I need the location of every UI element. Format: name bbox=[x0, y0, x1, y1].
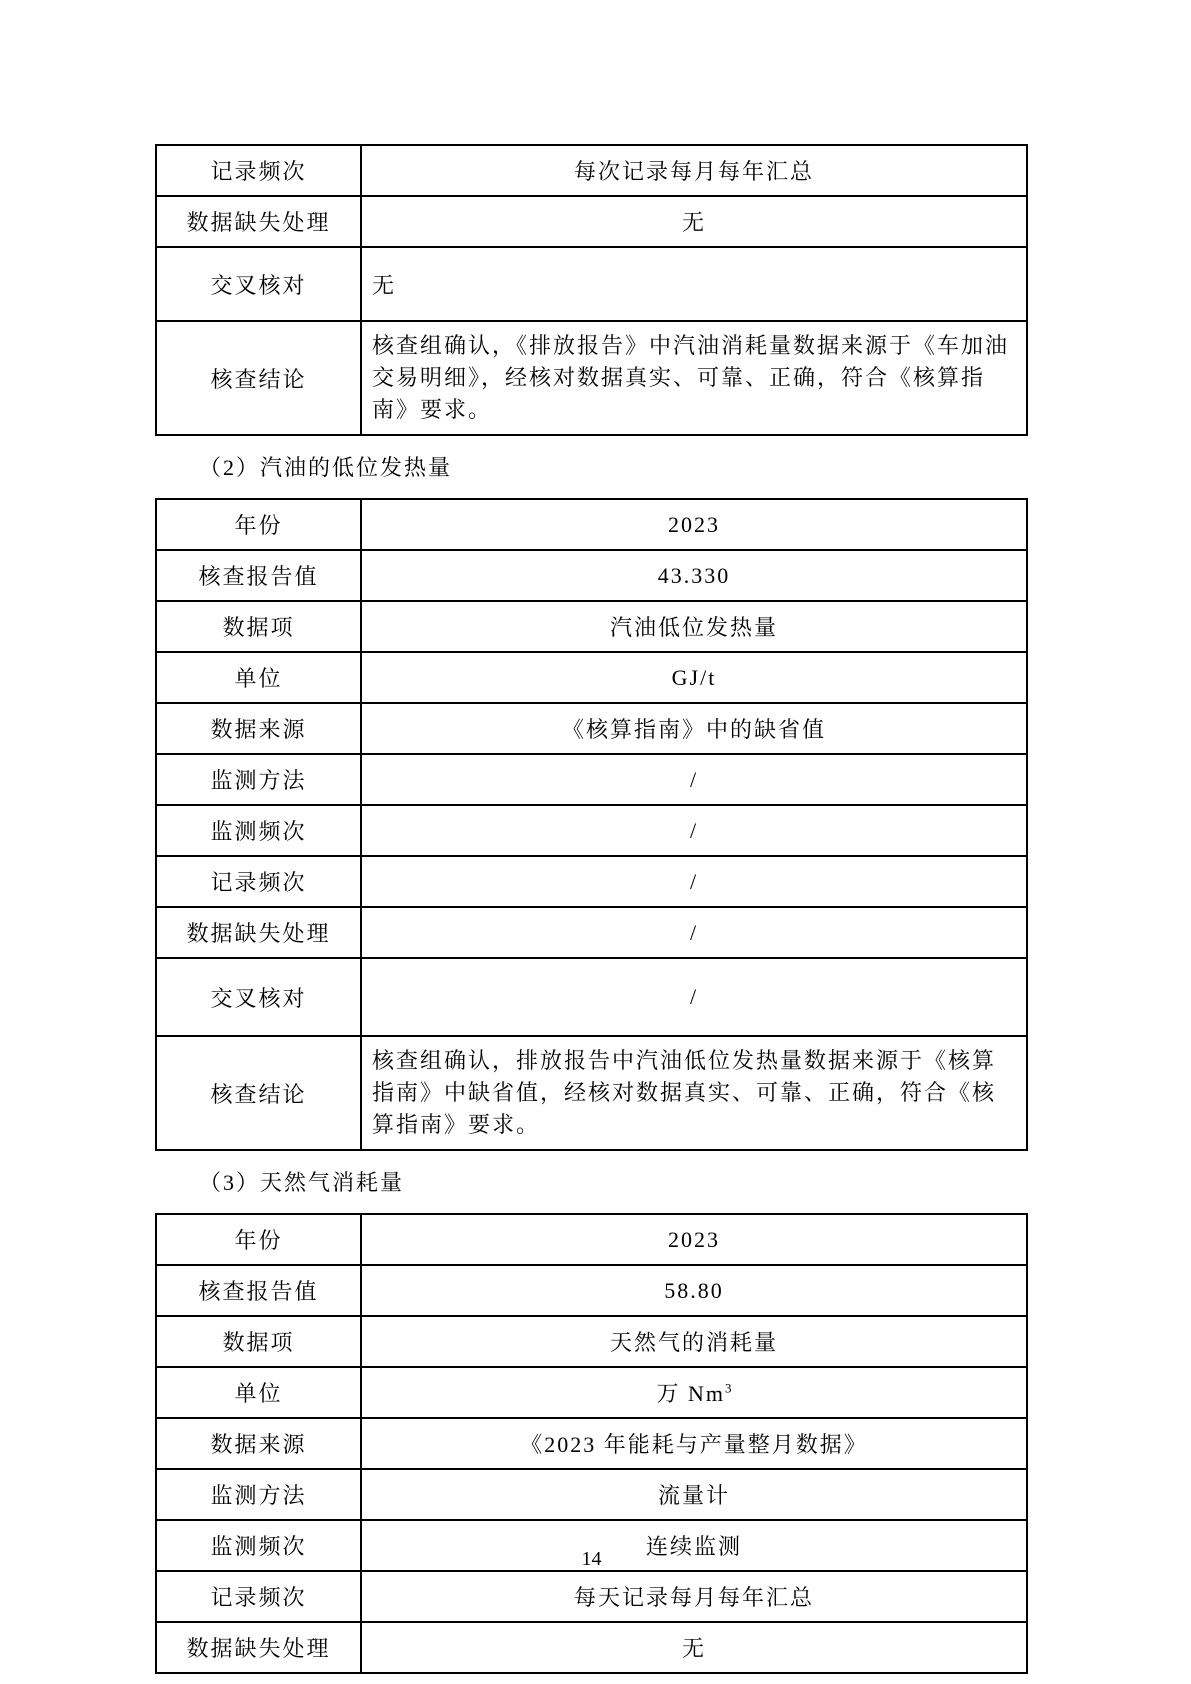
row-value-year: 2023 bbox=[361, 1214, 1027, 1265]
row-value-verified-value: 43.330 bbox=[361, 550, 1027, 601]
table-row bbox=[156, 1265, 1027, 1316]
row-label-unit: 单位 bbox=[156, 1367, 361, 1418]
section-heading-natural-gas: （3）天然气消耗量 bbox=[199, 1170, 405, 1195]
page-number: 14 bbox=[581, 1548, 602, 1570]
row-label-year: 年份 bbox=[156, 499, 361, 550]
natural-gas-consumption-table bbox=[155, 1213, 1028, 1674]
row-value-missing-data-handling: 无 bbox=[361, 1622, 1027, 1673]
page-content bbox=[155, 144, 1028, 1674]
row-label-unit: 单位 bbox=[156, 652, 361, 703]
row-value-monitoring-method: / bbox=[361, 754, 1027, 805]
row-value-data-source: 《2023 年能耗与产量整月数据》 bbox=[361, 1418, 1027, 1469]
row-value-missing-data-handling: / bbox=[361, 907, 1027, 958]
row-value-monitoring-method: 流量计 bbox=[361, 1469, 1027, 1520]
row-label-cross-check: 交叉核对 bbox=[156, 247, 361, 321]
table-row bbox=[156, 856, 1027, 907]
row-value-cross-check: 无 bbox=[361, 247, 1027, 321]
row-value-record-frequency: / bbox=[361, 856, 1027, 907]
row-label-missing-data-handling: 数据缺失处理 bbox=[156, 1622, 361, 1673]
row-label-data-item: 数据项 bbox=[156, 601, 361, 652]
row-value-unit: GJ/t bbox=[361, 652, 1027, 703]
unit-superscript: 3 bbox=[725, 1380, 732, 1396]
row-label-record-frequency: 记录频次 bbox=[156, 145, 361, 196]
row-label-record-frequency: 记录频次 bbox=[156, 856, 361, 907]
row-label-data-source: 数据来源 bbox=[156, 703, 361, 754]
row-label-missing-data-handling: 数据缺失处理 bbox=[156, 196, 361, 247]
table-row bbox=[156, 550, 1027, 601]
row-value-data-source: 《核算指南》中的缺省值 bbox=[361, 703, 1027, 754]
row-value-verification-conclusion: 核查组确认，排放报告中汽油低位发热量数据来源于《核算指南》中缺省值，经核对数据真实、可靠、正确，符合《核算指南》要求。 bbox=[361, 1036, 1027, 1150]
table-row bbox=[156, 805, 1027, 856]
row-label-monitoring-method: 监测方法 bbox=[156, 1469, 361, 1520]
table-row bbox=[156, 145, 1027, 196]
row-label-data-item: 数据项 bbox=[156, 1316, 361, 1367]
table-row bbox=[156, 1469, 1027, 1520]
row-label-data-source: 数据来源 bbox=[156, 1418, 361, 1469]
table-row bbox=[156, 703, 1027, 754]
gasoline-consumption-table bbox=[155, 144, 1028, 436]
row-value-data-item: 天然气的消耗量 bbox=[361, 1316, 1027, 1367]
row-label-monitoring-frequency: 监测频次 bbox=[156, 1520, 361, 1571]
row-value-monitoring-frequency: 连续监测 bbox=[361, 1520, 1027, 1571]
table-row bbox=[156, 196, 1027, 247]
table-row bbox=[156, 907, 1027, 958]
row-label-monitoring-method: 监测方法 bbox=[156, 754, 361, 805]
table-row bbox=[156, 1214, 1027, 1265]
row-value-unit bbox=[361, 1367, 1027, 1418]
table-row bbox=[156, 1571, 1027, 1622]
row-value-verified-value: 58.80 bbox=[361, 1265, 1027, 1316]
row-label-verification-conclusion: 核查结论 bbox=[156, 321, 361, 435]
gasoline-ncv-table bbox=[155, 498, 1028, 1151]
row-value-record-frequency: 每天记录每月每年汇总 bbox=[361, 1571, 1027, 1622]
section-heading-gasoline-ncv: （2）汽油的低位发热量 bbox=[199, 455, 453, 480]
row-label-verified-value: 核查报告值 bbox=[156, 1265, 361, 1316]
row-label-monitoring-frequency: 监测频次 bbox=[156, 805, 361, 856]
table-row bbox=[156, 1367, 1027, 1418]
row-value-data-item: 汽油低位发热量 bbox=[361, 601, 1027, 652]
table-row bbox=[156, 321, 1027, 435]
table-row bbox=[156, 601, 1027, 652]
table-row bbox=[156, 652, 1027, 703]
table-row bbox=[156, 1316, 1027, 1367]
row-label-cross-check: 交叉核对 bbox=[156, 958, 361, 1036]
row-label-record-frequency: 记录频次 bbox=[156, 1571, 361, 1622]
row-value-record-frequency: 每次记录每月每年汇总 bbox=[361, 145, 1027, 196]
table-row bbox=[156, 1622, 1027, 1673]
row-value-missing-data-handling: 无 bbox=[361, 196, 1027, 247]
row-value-year: 2023 bbox=[361, 499, 1027, 550]
table-row bbox=[156, 754, 1027, 805]
row-label-verified-value: 核查报告值 bbox=[156, 550, 361, 601]
table-row bbox=[156, 1036, 1027, 1150]
row-label-verification-conclusion: 核查结论 bbox=[156, 1036, 361, 1150]
table-row bbox=[156, 247, 1027, 321]
row-value-cross-check: / bbox=[361, 958, 1027, 1036]
row-value-monitoring-frequency: / bbox=[361, 805, 1027, 856]
row-label-year: 年份 bbox=[156, 1214, 361, 1265]
table-row bbox=[156, 499, 1027, 550]
row-value-verification-conclusion: 核查组确认，《排放报告》中汽油消耗量数据来源于《车加油交易明细》，经核对数据真实、可靠、正确，符合《核算指南》要求。 bbox=[361, 321, 1027, 435]
unit-text: 万 Nm bbox=[656, 1381, 725, 1406]
table-row bbox=[156, 1418, 1027, 1469]
table-row bbox=[156, 958, 1027, 1036]
row-label-missing-data-handling: 数据缺失处理 bbox=[156, 907, 361, 958]
